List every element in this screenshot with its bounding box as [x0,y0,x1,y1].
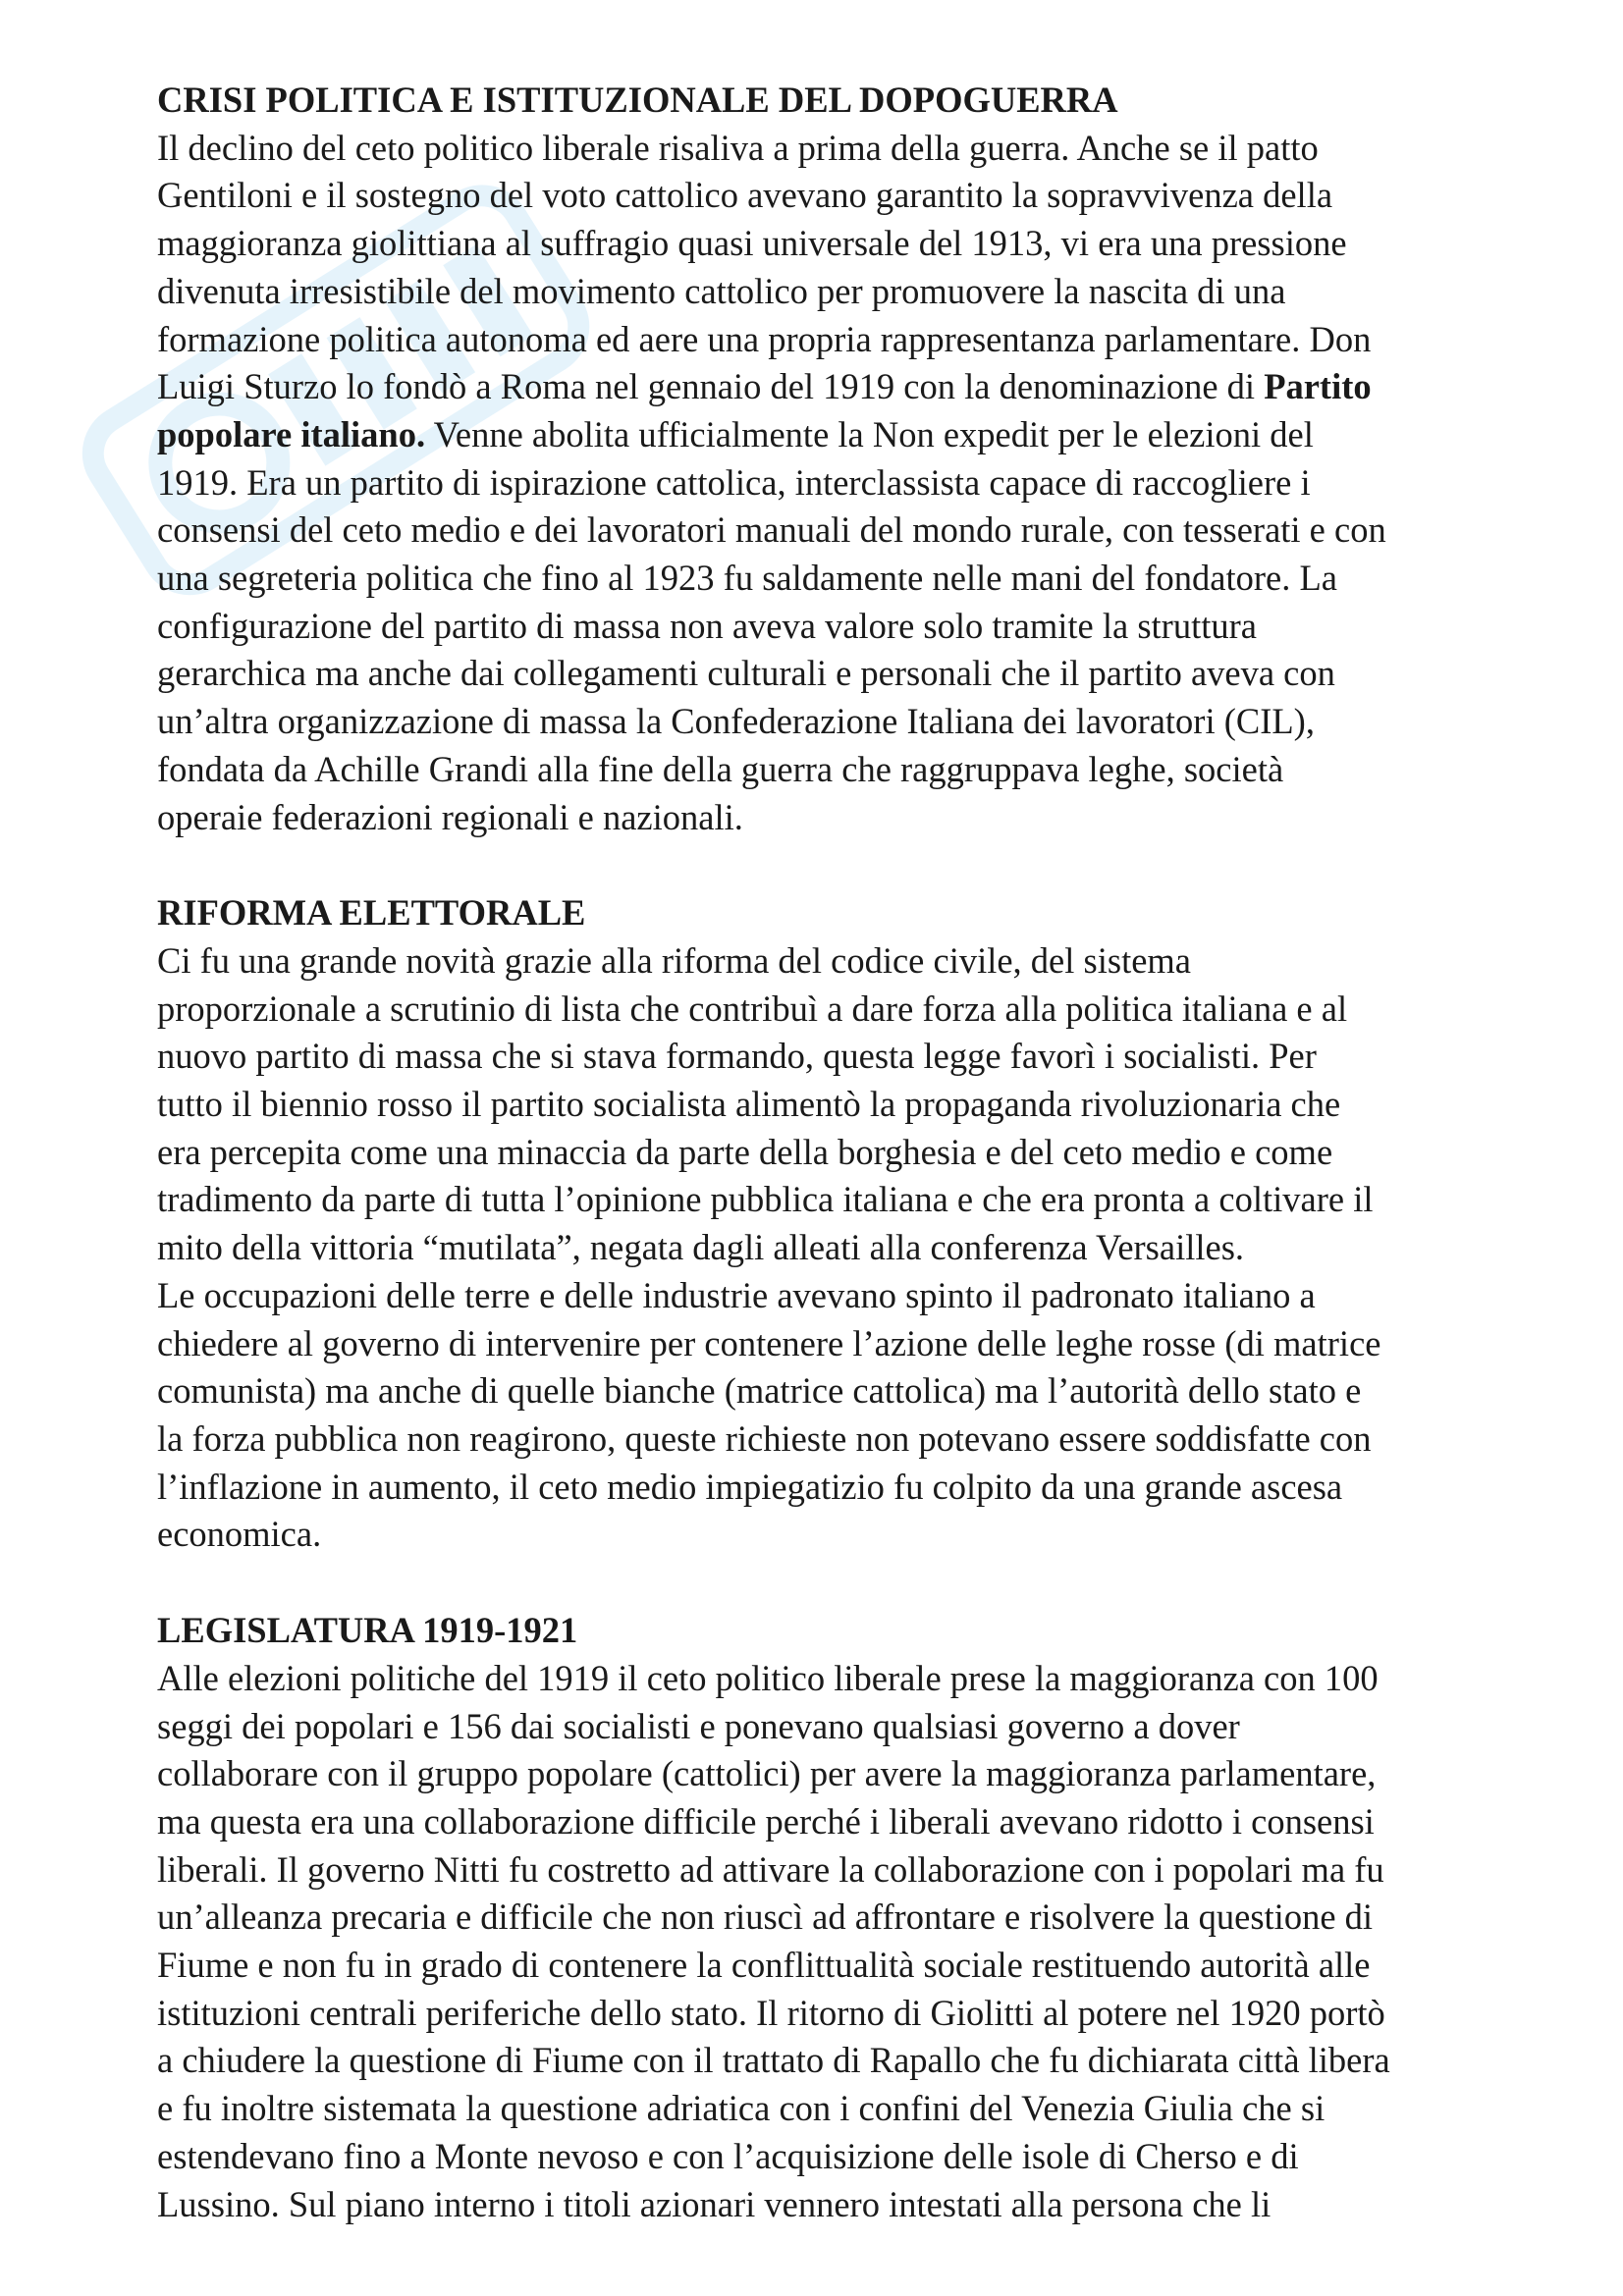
text-run: ma questa era una collaborazione difficile perché i liberali avevano ridotto i consensi [157,1800,1375,1842]
section [157,77,1492,841]
text-line [157,650,1492,698]
section-heading: LEGISLATURA 1919-1921 [157,1610,578,1651]
text-run: tradimento da parte di tutta l’opinione pubblica italiana e che era pronta a coltivare il [157,1179,1374,1220]
text-run: 1919. Era un partito di ispirazione cattolica, interclassista capace di raccogliere i [157,461,1311,503]
text-run: divenuta irresistibile del movimento cattolico per promuovere la nascita di una [157,270,1286,311]
text-line [157,1415,1492,1464]
text-run: Fiume e non fu in grado di contenere la conflittualità sociale restituendo autorità alle [157,1945,1371,1986]
text-run: era percepita come una minaccia da parte della borghesia e del ceto medio e come [157,1131,1333,1172]
text-run: comunista) ma anche di quelle bianche (matrice cattolica) ma l’autorità dello stato e [157,1370,1362,1412]
text-line [157,2133,1492,2181]
section [157,889,1492,1559]
text-line [157,1320,1492,1368]
text-run: configurazione del partito di massa non aveva valore solo tramite la struttura [157,605,1257,646]
document-page [157,77,1492,2228]
text-run: collaborare con il gruppo popolare (cattolici) per avere la maggioranza parlamentare, [157,1753,1377,1794]
text-line [157,1511,1492,1559]
text-line [157,1655,1492,1703]
text-run: consensi del ceto medio e dei lavoratori manuali del mondo rurale, con tesserati e con [157,509,1386,551]
text-run: Le occupazioni delle terre e delle industrie avevano spinto il padronato italiano a [157,1274,1316,1315]
text-line [157,1990,1492,2038]
text-line [157,555,1492,603]
text-line [157,1129,1492,1177]
text-line [157,2181,1492,2229]
text-run: tutto il biennio rosso il partito socialista alimentò la propaganda rivoluzionaria che [157,1084,1341,1125]
text-line [157,1846,1492,1895]
text-run: proporzionale a scrutinio di lista che contribuì a dare forza alla politica italiana e al [157,988,1348,1029]
text-run: maggioranza giolittiana al suffragio quasi universale del 1913, vi era una pressione [157,223,1347,264]
text-run: mito della vittoria “mutilata”, negata dagli alleati alla conferenza Versailles. [157,1227,1245,1268]
bold-text: popolare italiano. [157,413,426,454]
bold-text: Partito [1264,366,1372,407]
text-run: economica. [157,1514,322,1555]
text-line [157,172,1492,220]
text-line [157,220,1492,268]
text-line [157,1703,1492,1751]
text-run: istituzioni centrali periferiche dello stato. Il ritorno di Giolitti al potere nel 1920 portò [157,1992,1385,2033]
text-line [157,986,1492,1034]
text-line [157,363,1492,411]
text-line [157,316,1492,364]
text-run: un’alleanza precaria e difficile che non riuscì ad affrontare e risolvere la questione di [157,1896,1374,1938]
text-line [157,937,1492,986]
text-line [157,794,1492,842]
text-line [157,2085,1492,2133]
section [157,1607,1492,2228]
text-line [157,1081,1492,1129]
text-run: Venne abolita ufficialmente la Non expedit per le elezioni del [425,413,1314,454]
text-line [157,507,1492,555]
text-line [157,1750,1492,1798]
text-run: una segreteria politica che fino al 1923 fu saldamente nelle mani del fondatore. La [157,558,1337,599]
text-line [157,746,1492,794]
text-line [157,1033,1492,1081]
text-run: operaie federazioni regionali e nazionali. [157,796,743,837]
text-run: chiedere al governo di intervenire per contenere l’azione delle leghe rosse (di matrice [157,1322,1381,1363]
text-run: Gentiloni e il sostegno del voto cattolico avevano garantito la sopravvivenza della [157,175,1333,216]
text-run: gerarchica ma anche dai collegamenti culturali e personali che il partito aveva con [157,653,1335,694]
text-line [157,268,1492,316]
text-line [157,125,1492,173]
text-line [157,1224,1492,1272]
text-run: Alle elezioni politiche del 1919 il ceto politico liberale prese la maggioranza con 100 [157,1657,1379,1698]
section-heading: RIFORMA ELETTORALE [157,892,586,934]
text-run: formazione politica autonoma ed aere una propria rappresentanza parlamentare. Don [157,318,1372,359]
text-run: e fu inoltre sistemata la questione adriatica con i confini del Venezia Giulia che si [157,2088,1325,2129]
text-line [157,1464,1492,1512]
text-line [157,603,1492,651]
text-line [157,1176,1492,1224]
text-line [157,459,1492,507]
text-line [157,411,1492,459]
text-line [157,1942,1492,1990]
text-line [157,2037,1492,2085]
text-run: la forza pubblica non reagirono, queste richieste non potevano essere soddisfatte con [157,1417,1372,1459]
text-line [157,1272,1492,1320]
text-run: Ci fu una grande novità grazie alla riforma del codice civile, del sistema [157,939,1192,981]
text-run: a chiudere la questione di Fiume con il trattato di Rapallo che fu dichiarata città libera [157,2040,1390,2081]
text-run: liberali. Il governo Nitti fu costretto ad attivare la collaborazione con i popolari ma fu [157,1848,1384,1890]
text-run: l’inflazione in aumento, il ceto medio impiegatizio fu colpito da una grande ascesa [157,1466,1343,1507]
text-line [157,1798,1492,1846]
text-run: un’altra organizzazione di massa la Confederazione Italiana dei lavoratori (CIL), [157,701,1315,742]
text-run: Lussino. Sul piano interno i titoli azionari vennero intestati alla persona che li [157,2183,1271,2224]
text-run: nuovo partito di massa che si stava formando, questa legge favorì i socialisti. Per [157,1036,1317,1077]
text-run: Luigi Sturzo lo fondò a Roma nel gennaio del 1919 con la denominazione di [157,366,1265,407]
text-run: fondata da Achille Grandi alla fine della guerra che raggruppava leghe, società [157,748,1284,789]
section-heading: CRISI POLITICA E ISTITUZIONALE DEL DOPOGUERRA [157,80,1118,120]
text-run: seggi dei popolari e 156 dai socialisti e ponevano qualsiasi governo a dover [157,1705,1240,1746]
text-run: Il declino del ceto politico liberale risaliva a prima della guerra. Anche se il patto [157,127,1319,168]
text-run: estendevano fino a Monte nevoso e con l’acquisizione delle isole di Cherso e di [157,2135,1299,2176]
text-line [157,1367,1492,1415]
text-line [157,698,1492,746]
text-line [157,1894,1492,1942]
